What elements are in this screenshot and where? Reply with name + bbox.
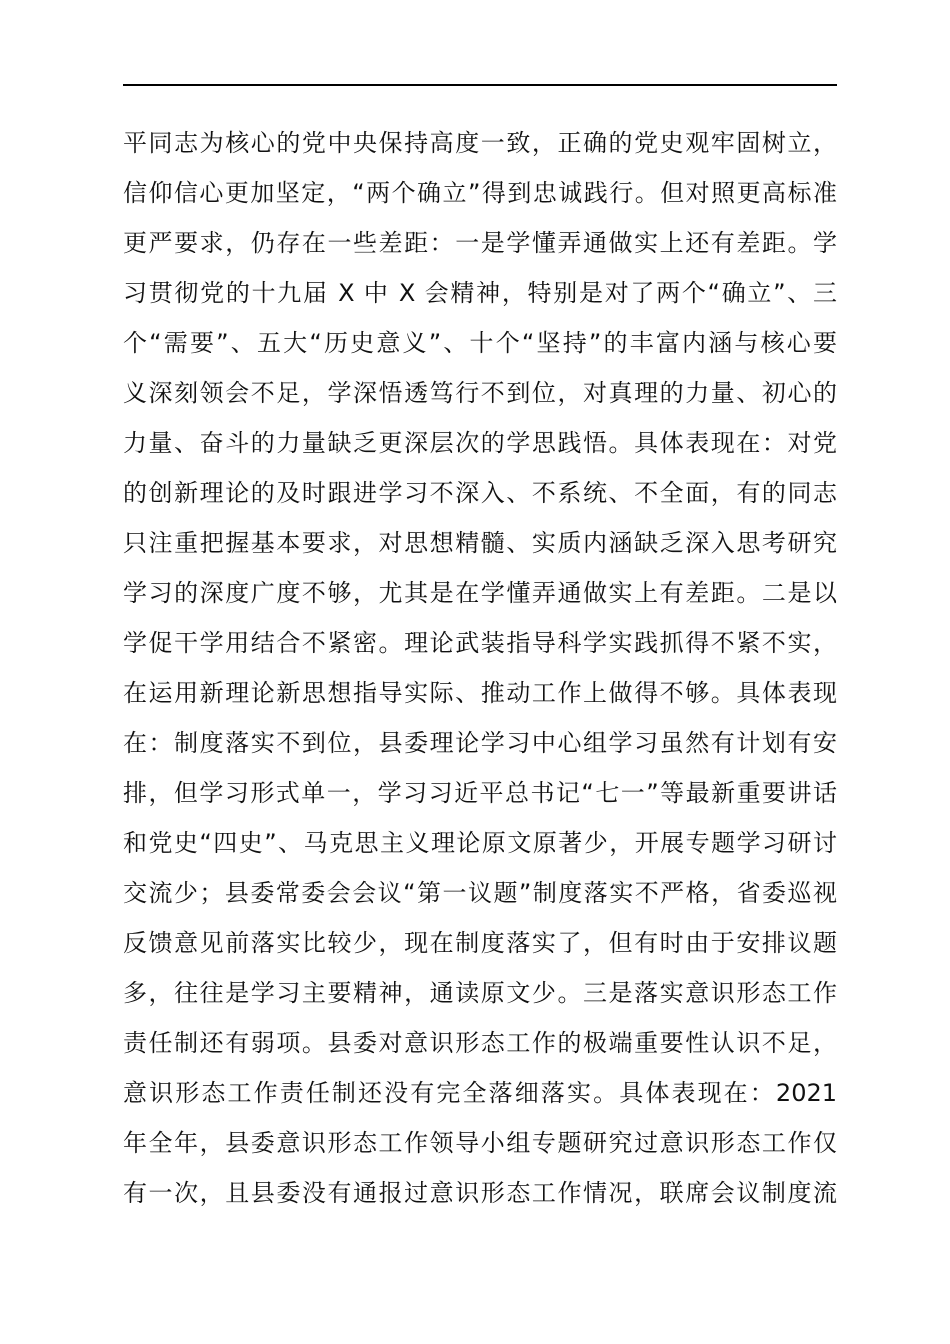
text-line: 平同志为核心的党中央保持高度一致，正确的党史观牢固树立， [123, 129, 837, 157]
header-rule [123, 84, 837, 86]
text-line: 交流少；县委常委会会议“第一议题”制度落实不严格，省委巡视 [123, 879, 837, 907]
text-line: 的创新理论的及时跟进学习不深入、不系统、不全面，有的同志 [123, 479, 837, 507]
text-line: 学促干学用结合不紧密。理论武装指导科学实践抓得不紧不实， [123, 629, 837, 657]
text-line: 有一次，且县委没有通报过意识形态工作情况，联席会议制度流 [123, 1179, 837, 1207]
text-line: 习贯彻党的十九届 X 中 X 会精神，特别是对了两个“确立”、三 [123, 279, 837, 307]
text-line: 反馈意见前落实比较少，现在制度落实了，但有时由于安排议题 [123, 929, 837, 957]
text-line: 个“需要”、五大“历史意义”、十个“坚持”的丰富内涵与核心要 [123, 329, 837, 357]
text-line: 多，往往是学习主要精神，通读原文少。三是落实意识形态工作 [123, 979, 837, 1007]
text-line: 义深刻领会不足，学深悟透笃行不到位，对真理的力量、初心的 [123, 379, 837, 407]
text-line: 信仰信心更加坚定，“两个确立”得到忠诚践行。但对照更高标准 [123, 179, 837, 207]
text-line: 只注重把握基本要求，对思想精髓、实质内涵缺乏深入思考研究 [123, 529, 837, 557]
text-line: 在运用新理论新思想指导实际、推动工作上做得不够。具体表现 [123, 679, 837, 707]
text-line: 力量、奋斗的力量缺乏更深层次的学思践悟。具体表现在：对党 [123, 429, 837, 457]
text-line: 和党史“四史”、马克思主义理论原文原著少，开展专题学习研讨 [123, 829, 837, 857]
text-line: 更严要求，仍存在一些差距：一是学懂弄通做实上还有差距。学 [123, 229, 837, 257]
text-line: 学习的深度广度不够，尤其是在学懂弄通做实上有差距。二是以 [123, 579, 837, 607]
text-line: 在：制度落实不到位，县委理论学习中心组学习虽然有计划有安 [123, 729, 837, 757]
text-line: 年全年，县委意识形态工作领导小组专题研究过意识形态工作仅 [123, 1129, 837, 1157]
text-line: 排，但学习形式单一，学习习近平总书记“七一”等最新重要讲话 [123, 779, 837, 807]
text-line: 责任制还有弱项。县委对意识形态工作的极端重要性认识不足， [123, 1029, 837, 1057]
body-text [123, 118, 837, 1218]
text-line: 意识形态工作责任制还没有完全落细落实。具体表现在：2021 [123, 1079, 837, 1107]
